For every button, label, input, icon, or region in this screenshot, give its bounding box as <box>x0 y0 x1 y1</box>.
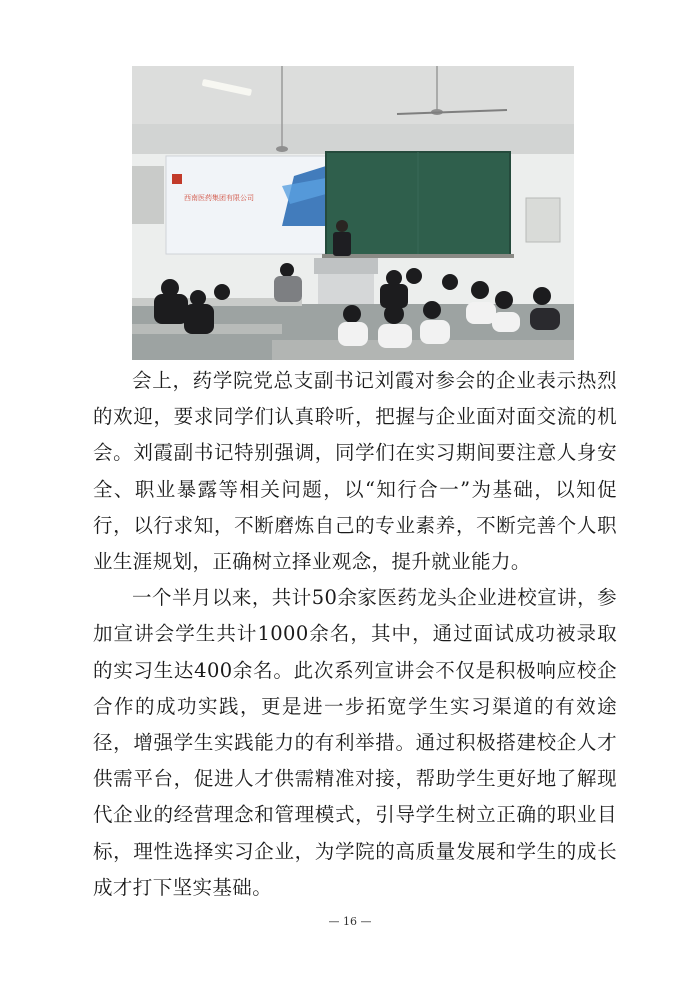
lecture-photo <box>132 66 574 360</box>
article-paragraph: 一个半月以来，共计50余家医药龙头企业进校宣讲，参加宣讲会学生共计1000余名，其中，通过面试成功被录取的实习生达400余名。此次系列宣讲会不仅是积极响应校企合作的成功实践，更是进一步拓宽学生实习渠道的有效途径，增强学生实践能力的有利举措。通过积极搭建校企人才供需平台，促进人才供需精准对接，帮助学生更好地了解现代企业的经营理念和管理模式，引导学生树立正确的职业目标，理性选择实习企业，为学院的高质量发展和学生的成长成才打下坚实基础。 <box>93 586 617 899</box>
projector-slide-text: 西南医药集团有限公司 <box>184 194 254 202</box>
article-body <box>93 363 617 906</box>
page-number: — 16 — <box>328 915 372 928</box>
article-paragraph: 会上，药学院党总支副书记刘霞对参会的企业表示热烈的欢迎，要求同学们认真聆听，把握与企业面对面交流的机会。刘霞副书记特别强调，同学们在实习期间要注意人身安全、职业暴露等相关问题，以“知行合一”为基础，以知促行，以行求知，不断磨炼自己的专业素养，不断完善个人职业生涯规划，正确树立择业观念，提升就业能力。 <box>93 369 617 574</box>
lecture-photo-drawing <box>132 66 574 360</box>
